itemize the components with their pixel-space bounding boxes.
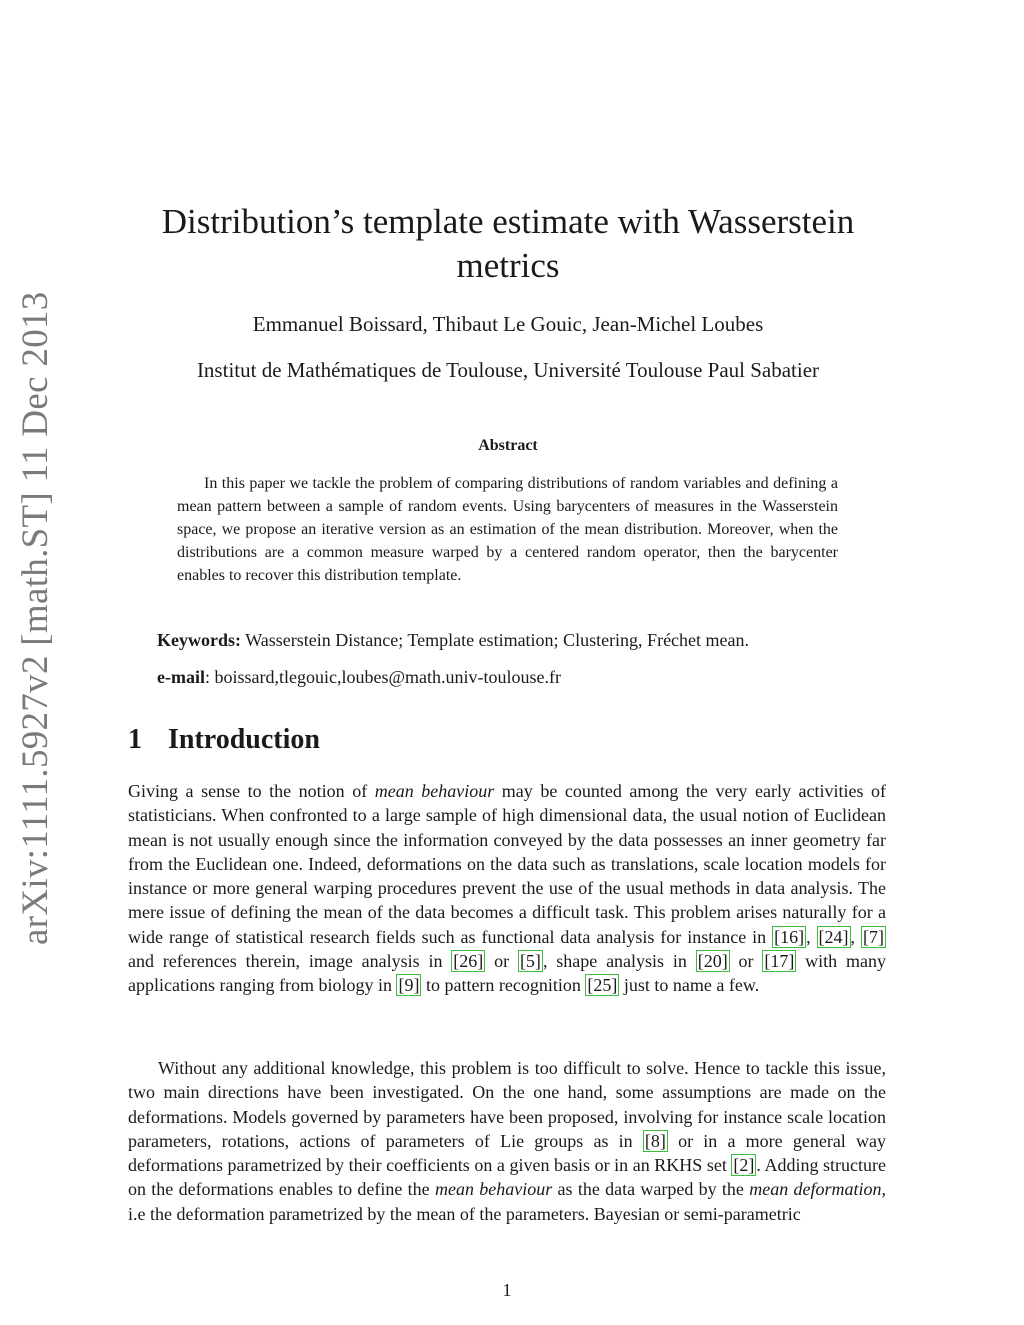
citation-link-5[interactable]: [5] — [519, 951, 541, 972]
citation-link-20[interactable]: [20] — [697, 951, 728, 972]
section-number: 1 — [128, 724, 142, 755]
citation-link-25[interactable]: [25] — [587, 975, 618, 996]
text-run: to pattern recognition — [421, 975, 586, 996]
citation-link-8[interactable]: [8] — [644, 1130, 666, 1151]
abstract-text: In this paper we tackle the problem of comparing distributions of random variables and defining a mean pattern between a sample of random events. Using barycenters of measures in the Wasserstein space, we propose an iterative version as an estimation of the mean distribution. Moreover, when the distributions are a common measure warped by a centered random operator, then the barycenter enables to recover this distribution template. — [177, 475, 838, 584]
section-heading-introduction — [128, 724, 320, 756]
text-run: , shape analysis in — [542, 951, 696, 972]
introduction-paragraph-1 — [128, 779, 886, 998]
introduction-paragraph-2 — [128, 1056, 886, 1226]
citation-link-24[interactable]: [24] — [818, 926, 849, 947]
text-run: and references therein, image analysis in — [128, 951, 452, 972]
section-title: Introduction — [168, 724, 320, 755]
keywords-label: Keywords: — [157, 630, 241, 650]
keywords-line — [157, 630, 887, 651]
text-run: , — [806, 926, 817, 947]
email-line — [157, 667, 887, 688]
citation-link-2[interactable]: [2] — [733, 1155, 755, 1176]
text-run: or — [485, 951, 518, 972]
paper-title: Distribution’s template estimate with Wasserstein metrics — [161, 202, 855, 285]
abstract-heading: Abstract — [478, 437, 538, 454]
keywords-text: Wasserstein Distance; Template estimation; Clustering, Fréchet mean. — [245, 630, 750, 650]
citation-link-7[interactable]: [7] — [863, 926, 884, 947]
text-run: with many applications ranging from biology in — [128, 951, 886, 996]
text-run: as the data warped by the — [552, 1179, 750, 1200]
text-run: , i.e the deformation parametrized by the mean of the parameters. Bayesian or semi-parametric — [128, 1179, 886, 1224]
text-run: Giving a sense to the notion of — [128, 781, 375, 801]
emphasis-mean-behaviour: mean behaviour — [434, 1179, 553, 1200]
text-run: or in a more general way deformations parametrized by their coefficients on a given basis or in an RKHS set — [128, 1130, 887, 1176]
citation-link-9[interactable]: [9] — [398, 975, 420, 996]
citation-link-16[interactable]: [16] — [774, 926, 805, 947]
citation-link-17[interactable]: [17] — [764, 951, 795, 972]
citation-link-26[interactable]: [26] — [453, 951, 484, 972]
text-run: or — [729, 951, 763, 972]
paper-affiliation: Institut de Mathématiques de Toulouse, Université Toulouse Paul Sabatier — [196, 358, 820, 382]
text-run: , — [850, 926, 861, 947]
email-label: e-mail — [157, 667, 205, 687]
page-number: 1 — [502, 1280, 512, 1300]
text-run: just to name a few. — [619, 975, 760, 996]
emphasis-mean-deformation: mean deformation — [749, 1179, 882, 1200]
text-run: may be counted among the very early activities of statisticians. When confronted to a large sample of high dimensional data, the usual notion of Euclidean mean is not usually enough since the information conveyed by the data possesses an inner geometry far from the Euclidean one. Indeed, deformations on the data such as translations, scale location models for instance or more general warping procedures prevent the use of the usual methods in data analysis. The mere issue of defining the mean of the data becomes a difficult task. This problem arises naturally for a wide range of statistical research fields such as functional data analysis for instance in — [128, 781, 886, 947]
email-text: : boissard,tlegouic,loubes@math.univ-toulouse.fr — [204, 667, 562, 687]
text-run: Without any additional knowledge, this problem is too difficult to solve. Hence to tackle this issue, two main directions have been investigated. On the one hand, some assumptions are made on the deformations. Models governed by parameters have been proposed, involving for instance scale location parameters, rotations, actions of parameters of Lie groups as in — [128, 1058, 886, 1151]
text-run: . Adding structure on the deformations enables to define the — [128, 1155, 886, 1200]
emphasis-mean-behaviour: mean behaviour — [374, 781, 495, 801]
paper-authors: Emmanuel Boissard, Thibaut Le Gouic, Jean-Michel Loubes — [252, 312, 764, 336]
arxiv-identifier-stamp: arXiv:1111.5927v2 [math.ST] 11 Dec 2013 — [15, 291, 56, 945]
